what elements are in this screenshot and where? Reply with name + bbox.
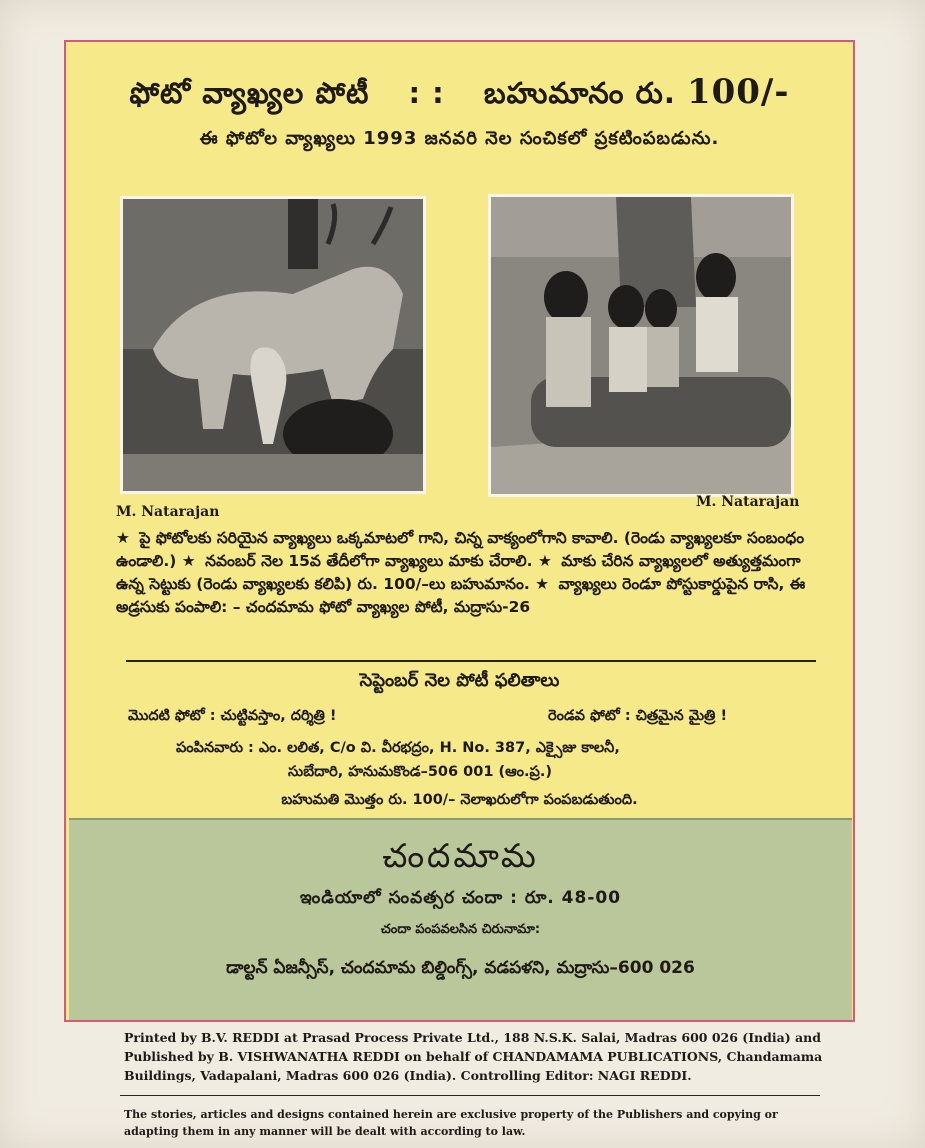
prize-amount: 100/- (686, 72, 790, 112)
contest-title (66, 72, 853, 118)
title-separator: : : (408, 76, 445, 110)
results-title: సెప్టెంబర్ నెల పోటీ ఫలితాలు (359, 670, 560, 691)
agency-address: చందమామ బిల్డింగ్స్, వడపళని, మద్రాసు–600 026 (341, 958, 695, 978)
star-icon: ★ (116, 529, 130, 547)
sender-label: పంపినవారు : (176, 740, 254, 756)
subscription-rate-value: రూ. 48-00 (524, 888, 622, 908)
sender-address-line-2: సుబేదారి, హనుమకొండ–506 001 (ఆం.ప్ర.) (288, 764, 552, 780)
second-photo-result (548, 708, 727, 728)
contest-title-text: ఫోటో వ్యాఖ్యల పోటీ (129, 76, 370, 110)
prize-note: బహుమతి మొత్తం రు. 100/– నెలాఖరులోగా పంపబడుతుంది. (281, 792, 638, 808)
subscription-address-label: చందా పంపవలసిన చిరునామా: (380, 922, 541, 937)
copyright-disclaimer: The stories, articles and designs contained herein are exclusive property of the Publishers and copying or adapting them in any manner will be dealt with according to law. (124, 1108, 778, 1138)
photo-children-on-log (488, 194, 794, 497)
contest-subtitle: ఈ ఫోటోల వ్యాఖ్యలు 1993 జనవరి నెల సంచికలో ప్రకటింపబడును. (199, 128, 720, 149)
section-divider (126, 660, 816, 662)
printer-imprint: Printed by B.V. REDDI at Prasad Process Private Ltd., 188 N.S.K. Salai, Madras 600 026 (India) and Published by B. VISHWANATHA REDDI on behalf of CHANDAMAMA PUBLICATIONS, Chandamama Buildings, Vadapalani, Madras 600 026 (India). Controlling Editor: NAGI REDDI. (124, 1030, 823, 1083)
subscription-rate-label: ఇండియాలో సంవత్సర చందా : (299, 888, 518, 908)
subscription-rate (69, 888, 852, 912)
prize-label: బహుమానం రు. (483, 76, 676, 110)
winner-sender (176, 736, 796, 784)
star-icon: ★ (537, 552, 552, 570)
rule-2: నవంబర్ నెల 15వ తేదీలోగా వ్యాఖ్యలు మాకు చేరాలి. (205, 552, 533, 570)
second-photo-label: రెండవ ఫోటో : (548, 708, 631, 724)
rule-4: వ్యాఖ్యలు రెండూ పోస్టుకార్డుపైన రాసి, ఈ అడ్రసుకు పంపాలి: – చందమామ ఫోటో వ్యాఖ్యల పోటీ, మద్రాసు-26 (116, 575, 806, 616)
imprint-divider (120, 1095, 820, 1096)
photo-credit-2: M. Natarajan (696, 494, 800, 510)
contest-panel (64, 40, 855, 1022)
rule-1: పై ఫోటోలకు సరియైన వ్యాఖ్యలు ఒక్కమాటలో గాని, చిన్న వాక్యంలోగాని కావాలి. (రెండు వ్యాఖ్యలకూ సంబంధం ఉండాలి.) (116, 529, 805, 570)
rule-3: మాకు చేరిన వ్యాఖ్యలలో అత్యుత్తమంగా ఉన్న సెట్టుకు (రెండు వ్యాఖ్యలకు కలిపి) రు. 100/–లు బహుమానం. (116, 552, 801, 593)
first-photo-label: మొదటి ఫోటో : (128, 708, 216, 724)
second-photo-caption: చిత్రమైన మైత్రి ! (635, 708, 728, 724)
subscription-address (69, 958, 852, 982)
photo-credit-1: M. Natarajan (116, 504, 220, 520)
first-photo-result (128, 708, 337, 728)
star-icon: ★ (535, 575, 550, 593)
agency-name: డాల్టన్ ఏజన్సీస్, (226, 958, 336, 978)
contest-rules (116, 527, 808, 619)
first-photo-caption: చుట్టివస్తాం, దర్శిత్రి ! (220, 708, 337, 724)
photo-cow-and-rooster (120, 196, 426, 494)
subscription-box (69, 818, 852, 1020)
contest-header (66, 72, 853, 153)
star-icon: ★ (181, 552, 196, 570)
magazine-name: చందమామ (382, 836, 539, 875)
sender-address-line-1: ఎం. లలిత, C/o వి. వీరభద్రం, H. No. 387, ఎక్సైజు కాలనీ, (258, 740, 620, 756)
